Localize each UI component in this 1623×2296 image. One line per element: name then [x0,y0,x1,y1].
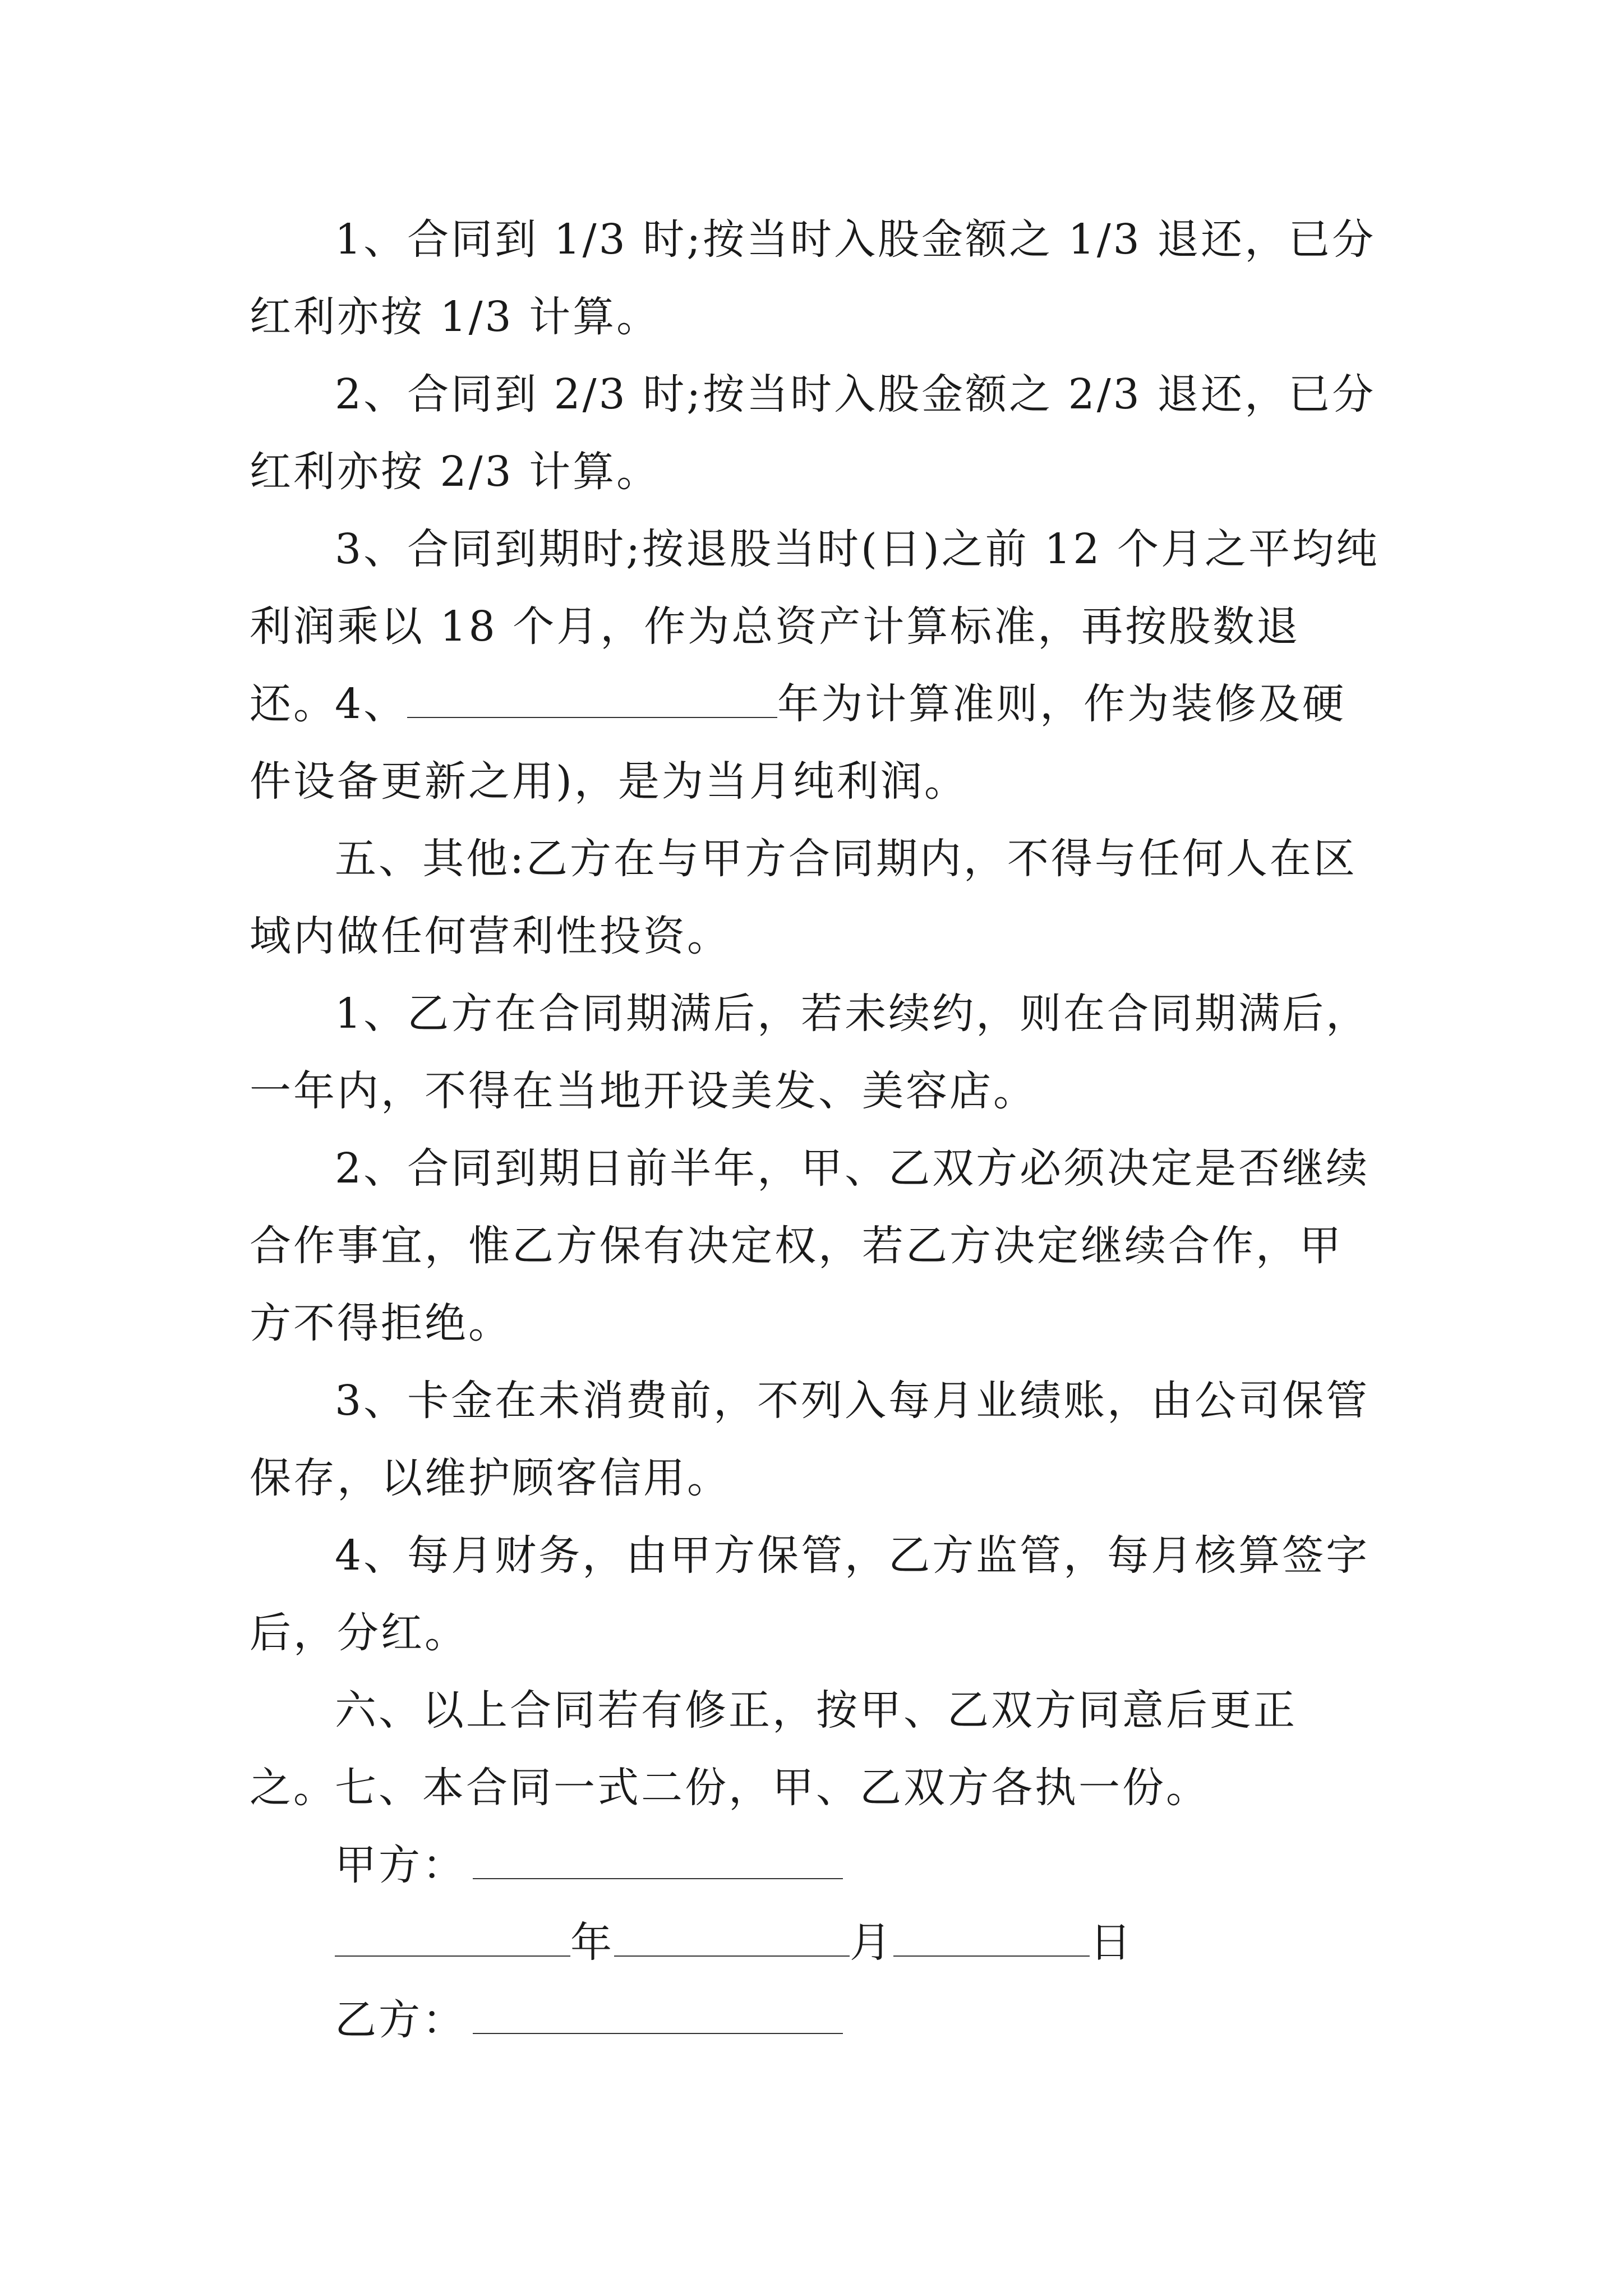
party-b-signature-line [335,1981,843,2059]
month-label: 月 [850,1918,893,1967]
party-b-label: 乙方： [335,1996,466,2044]
paragraph-section-5-item-3: 3、卡金在未消费前，不列入每月业绩账，由公司保管保存，以维护顾客信用。 [250,1377,1370,1502]
blank-field [407,681,777,718]
month-blank [614,1920,850,1957]
paragraph-clause-4 [250,665,1382,820]
paragraph-section-7: 七、本合同一式二份，甲、乙双方各执一份。 [335,1764,1210,1812]
clause-4-suffix: 年为计算准则，作为装修及硬件设备更新之用)，是为当月纯利润。 [250,680,1347,806]
paragraph-section-5-item-4: 4、每月财务，由甲方保管，乙方监管，每月核算签字后，分红。 [250,1531,1370,1657]
day-label: 日 [1090,1918,1133,1967]
clause-4-prefix: 4、 [335,680,408,728]
paragraph-clause-2: 2、合同到 2/3 时;按当时入股金额之 2/3 退还，已分红利亦按 2/3 计算。 [250,370,1376,496]
party-a-blank [473,1842,843,1879]
paragraph-clause-3: 3、合同到期时;按退股当时(日)之前 12 个月之平均纯利润乘以 18 个月，作为总资产计算标准，再按股数退还。 [250,525,1380,728]
party-b-blank [473,1997,843,2034]
party-a-signature-line [335,1826,843,1904]
year-blank [335,1920,570,1957]
paragraph-clause-1: 1、合同到 1/3 时;按当时入股金额之 1/3 退还，已分红利亦按 1/3 计算。 [250,215,1376,341]
day-blank [893,1920,1090,1957]
paragraph-section-5-item-2: 2、合同到期日前半年，甲、乙双方必须决定是否继续合作事宜，惟乙方保有决定权，若乙方决定继续合作，甲方不得拒绝。 [250,1144,1370,1347]
year-label: 年 [570,1918,614,1967]
paragraph-section-5: 五、其他:乙方在与甲方合同期内，不得与任何人在区域内做任何营利性投资。 [250,835,1357,960]
date-line [335,1904,1133,1981]
paragraph-section-5-item-1: 1、乙方在合同期满后，若未续约，则在合同期满后，一年内，不得在当地开设美发、美容店。 [250,990,1370,1115]
party-a-label: 甲方： [335,1841,466,1889]
paragraph-section-6: 六、以上合同若有修正，按甲、乙双方同意后更正之。 [250,1686,1297,1812]
